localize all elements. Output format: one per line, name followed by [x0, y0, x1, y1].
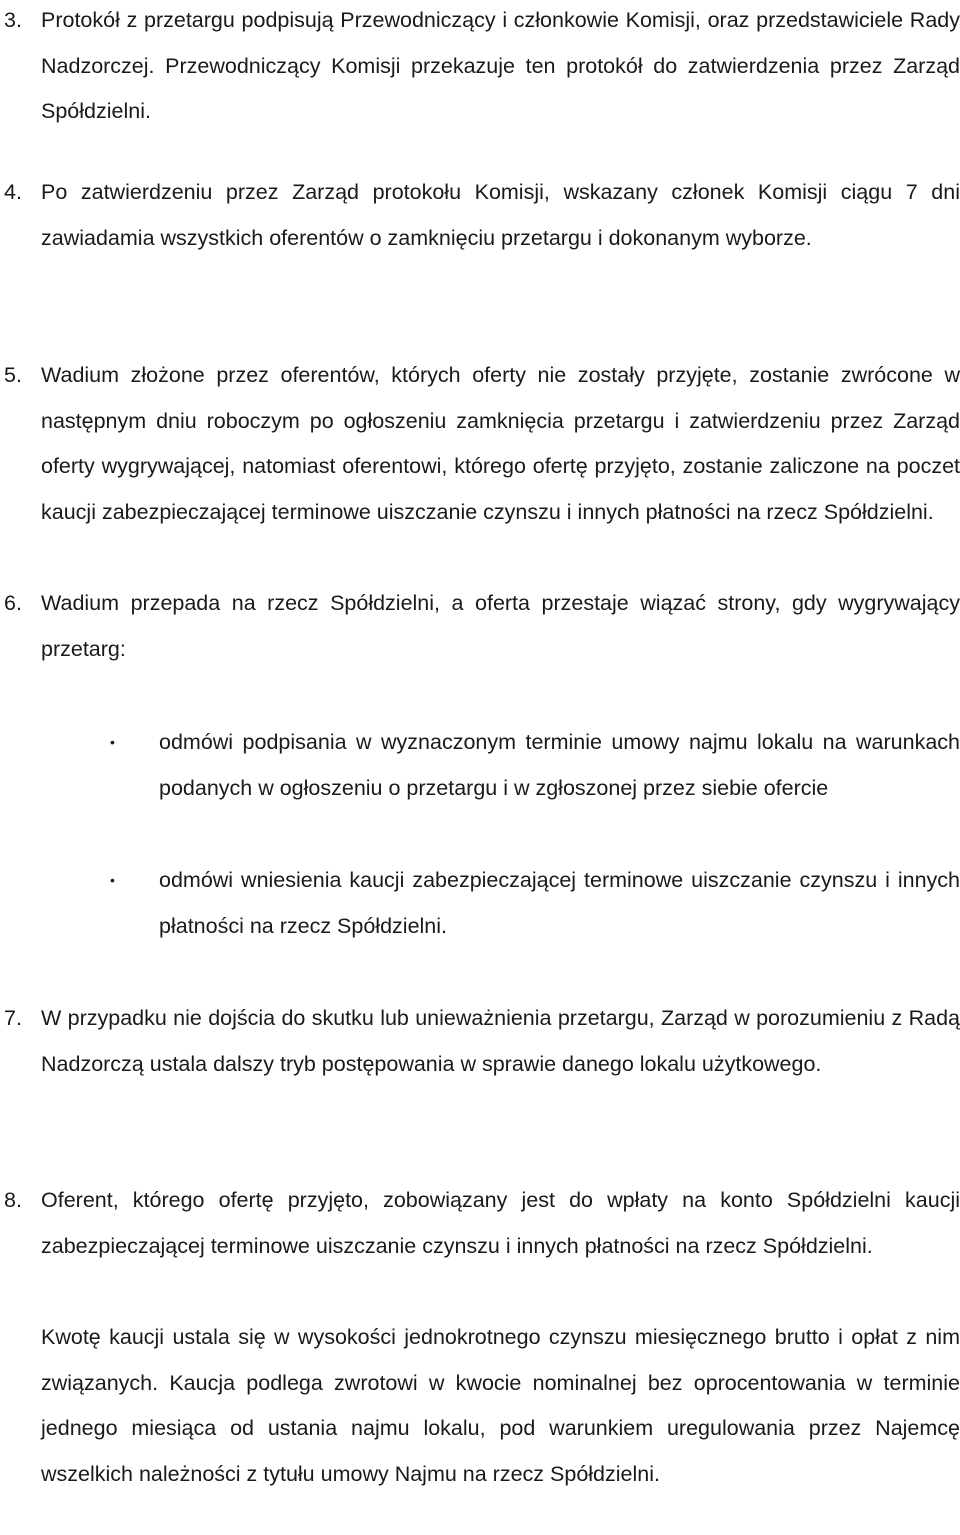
paragraph-5	[4, 353, 960, 535]
closing-paragraph: Kwotę kaucji ustala się w wysokości jednokrotnego czynszu miesięcznego brutto i opłat z nim związanych. Kaucja podlega zwrotowi w kwocie nominalnej bez oprocentowania w terminie jednego miesiąca od ustania najmu lokalu, pod warunkiem uregulowania przez Najemcę wszelkich należności z tytułu umowy Najmu na rzecz Spółdzielni.	[41, 1325, 960, 1486]
paragraph-text: Oferent, którego ofertę przyjęto, zobowiązany jest do wpłaty na konto Spółdzielni kaucji zabezpieczającej terminowe uiszczanie czynszu i innych płatności na rzecz Spółdzielni.	[41, 1188, 960, 1258]
bullet-item-2	[110, 858, 960, 949]
bullet-text: odmówi wniesienia kaucji zabezpieczającej terminowe uiszczanie czynszu i innych płatności na rzecz Spółdzielni.	[159, 868, 960, 938]
paragraph-text: Protokół z przetargu podpisują Przewodniczący i członkowie Komisji, oraz przedstawiciele Rady Nadzorczej. Przewodniczący Komisji przekazuje ten protokół do zatwierdzenia przez Zarząd Spółdzielni.	[41, 8, 960, 123]
paragraph-number: 7.	[4, 1006, 22, 1030]
bullet-icon: •	[110, 734, 115, 750]
paragraph-number: 3.	[4, 8, 22, 32]
paragraph-7	[4, 996, 960, 1087]
paragraph-number: 6.	[4, 591, 22, 615]
paragraph-text: Wadium złożone przez oferentów, których oferty nie zostały przyjęte, zostanie zwrócone w następnym dniu roboczym po ogłoszeniu zamknięcia przetargu i zatwierdzeniu przez Zarząd oferty wygrywającej, natomiast oferentowi, którego ofertę przyjęto, zostanie zaliczone na poczet kaucji zabezpieczającej terminowe uiszczanie czynszu i innych płatności na rzecz Spółdzielni.	[41, 363, 960, 524]
bullet-item-1	[110, 720, 960, 811]
paragraph-text: Po zatwierdzeniu przez Zarząd protokołu Komisji, wskazany członek Komisji ciągu 7 dni zawiadamia wszystkich oferentów o zamknięciu przetargu i dokonanym wyborze.	[41, 180, 960, 250]
paragraph-number: 4.	[4, 180, 22, 204]
paragraph-number: 5.	[4, 363, 22, 387]
paragraph-8	[4, 1178, 960, 1269]
paragraph-3	[4, 0, 960, 135]
paragraph-number: 8.	[4, 1188, 22, 1212]
paragraph-4	[4, 170, 960, 261]
paragraph-text: W przypadku nie dojścia do skutku lub unieważnienia przetargu, Zarząd w porozumieniu z Radą Nadzorczą ustala dalszy tryb postępowania w sprawie danego lokalu użytkowego.	[41, 1006, 960, 1076]
paragraph-text: Wadium przepada na rzecz Spółdzielni, a oferta przestaje wiązać strony, gdy wygrywający przetarg:	[41, 591, 960, 661]
bullet-icon: •	[110, 872, 115, 888]
paragraph-6	[4, 581, 960, 672]
bullet-text: odmówi podpisania w wyznaczonym terminie umowy najmu lokalu na warunkach podanych w ogłoszeniu o przetargu i w zgłoszonej przez siebie ofercie	[159, 730, 960, 800]
